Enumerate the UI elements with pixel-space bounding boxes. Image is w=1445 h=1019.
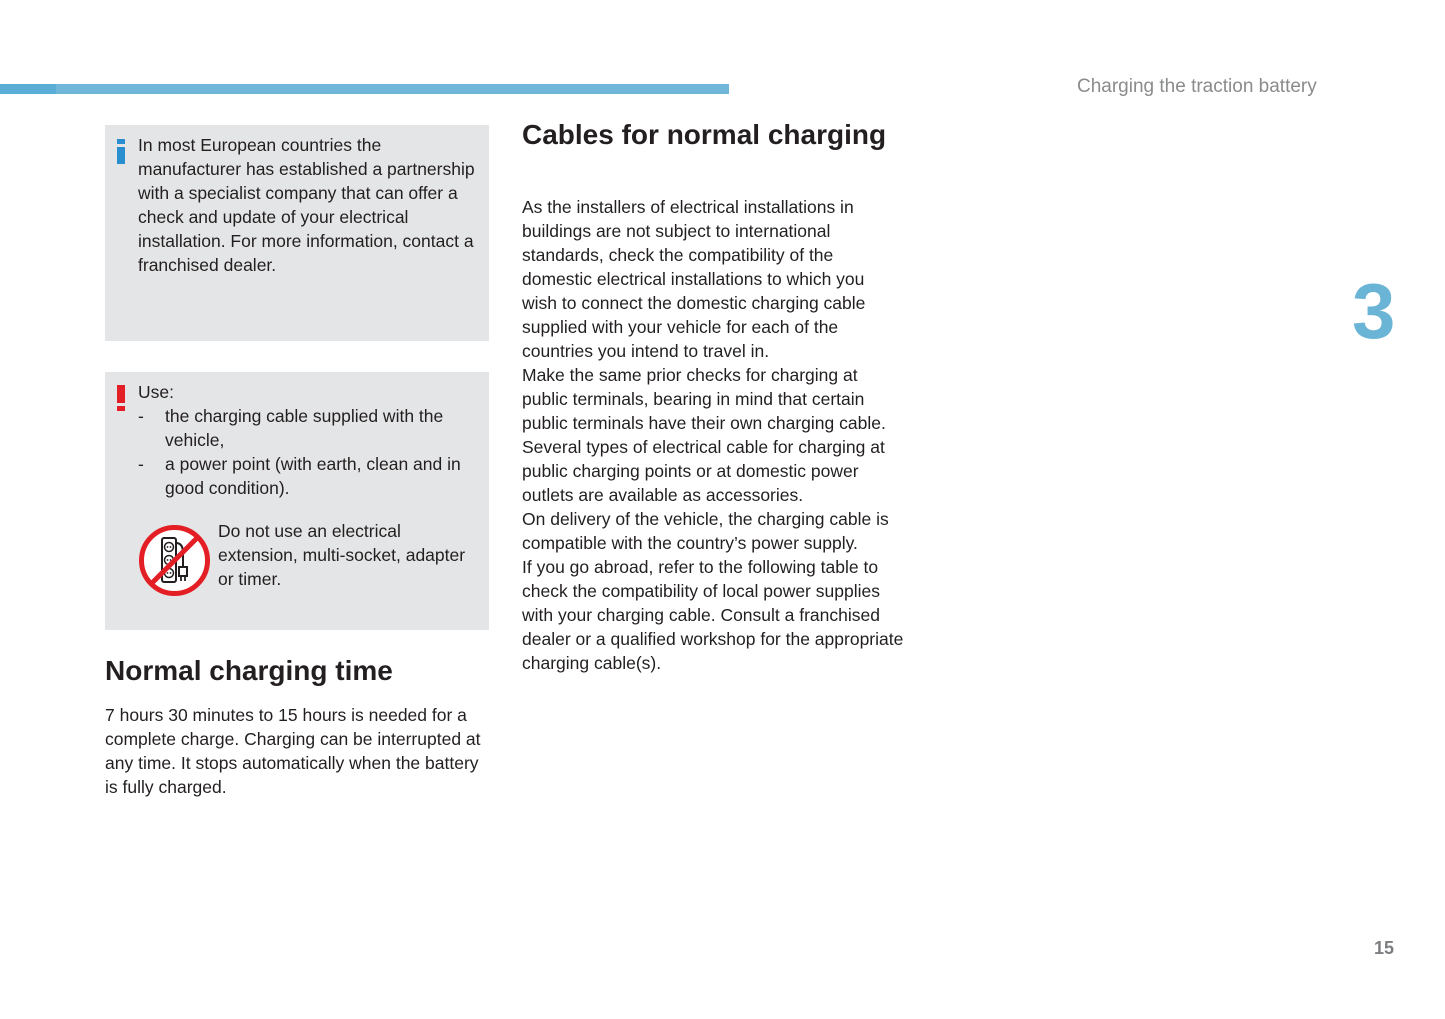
- list-item: a power point (with earth, clean and in good condition).: [165, 454, 461, 498]
- normal-charging-text: 7 hours 30 minutes to 15 hours is needed for a complete charge. Charging can be interrupted at any time. It stops automatically when the battery is fully charged.: [105, 705, 481, 797]
- normal-charging-heading: Normal charging time: [105, 655, 393, 686]
- warning-icon: [116, 385, 126, 412]
- list-bullet: -: [138, 406, 144, 426]
- warning-intro: Use:: [138, 382, 174, 402]
- header-accent-bar-start: [0, 84, 56, 94]
- info-box-text: In most European countries the manufacturer has established a partnership with a specialist company that can offer a check and update of your electrical installation. For more information, contact a franchised dealer.: [138, 135, 475, 275]
- chapter-number: 3: [1352, 267, 1396, 355]
- header-accent-bar: [0, 84, 729, 94]
- list-item: the charging cable supplied with the vehicle,: [165, 406, 444, 450]
- cables-heading: Cables for normal charging: [522, 119, 887, 150]
- info-icon: [116, 139, 126, 165]
- section-title: Charging the traction battery: [1077, 76, 1317, 97]
- cables-text: As the installers of electrical installations in buildings are not subject to international standards, check the compatibility of the domestic electrical installations to which you wish to connect the domestic charging cable supplied with your vehicle for each of the countries you intend to travel in. Make the same prior checks for charging at public terminals, bearing in mind that certain public terminals have their own charging cable. Several types of electrical cable for charging at public charging points or at domestic power outlets are available as accessories. On delivery of the vehicle, the charging cable is compatible with the country’s power supply. If you go abroad, refer to the following table to check the compatibility of local power supplies with your charging cable. Consult a franchised dealer or a qualified workshop for the appropriate charging cable(s).: [522, 197, 904, 673]
- list-bullet: -: [138, 454, 144, 474]
- page-number: 15: [1374, 938, 1395, 958]
- prohibition-text: Do not use an electrical extension, multi-socket, adapter or timer.: [218, 521, 466, 589]
- no-extension-cable-icon: [137, 523, 212, 598]
